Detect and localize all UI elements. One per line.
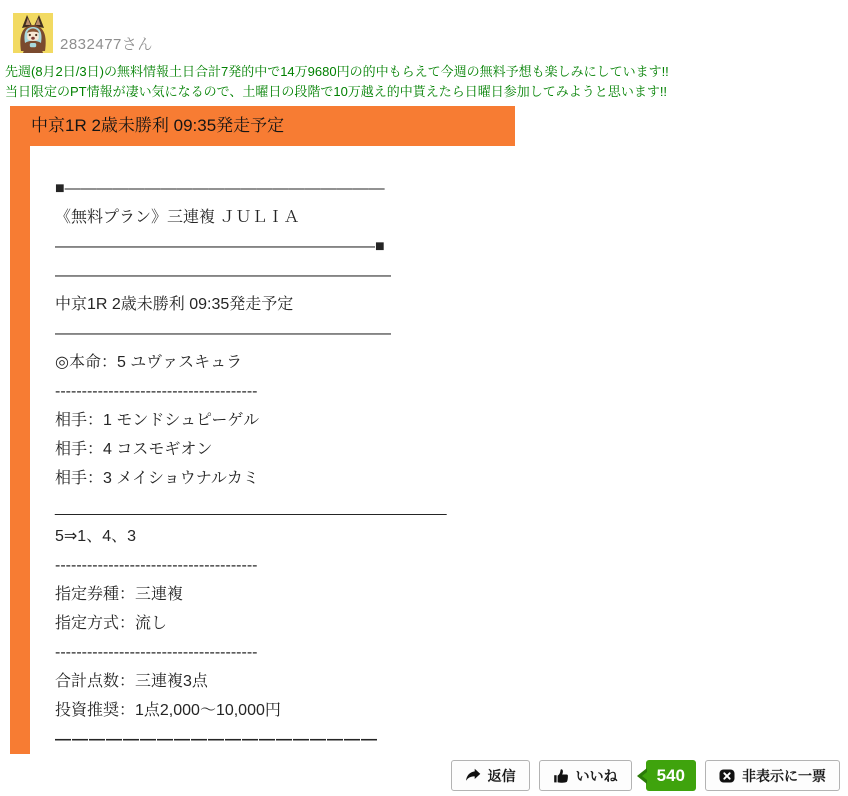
prediction-line: 相手：4 コスモギオン xyxy=(55,441,213,458)
prediction-line: ――――――――――――――――――――― xyxy=(55,267,391,284)
comment-line: 先週(8月2日/3日)の無料情報土日合計7発的中で14万9680円の的中もらえて今週の無料予想も楽しみにしています!! xyxy=(5,64,669,79)
prediction-line: ____________________________________________ xyxy=(55,499,447,516)
action-bar xyxy=(451,760,840,791)
prediction-line: 相手：1 モンドシュピーゲル xyxy=(55,412,260,429)
comment-line: 当日限定のPT情報が凄い気になるので、土曜日の段階で10万越え的中貰えたら日曜日参加してみようと思います!! xyxy=(5,84,668,99)
reply-arrow-icon xyxy=(465,768,481,784)
hide-vote-button[interactable] xyxy=(705,760,840,791)
reply-label: 返信 xyxy=(487,767,516,784)
prediction-line: ――――――――――――――――――――― xyxy=(55,325,391,342)
race-header: 中京1R 2歳未勝利 09:35発走予定 xyxy=(10,106,515,146)
username: 2832477さん xyxy=(60,36,153,53)
prediction-line: -------------------------------------- xyxy=(55,383,258,400)
prediction-body xyxy=(10,146,515,754)
prediction-line: 《無料プラン》三連複 ＪＵＬＩＡ xyxy=(55,209,300,226)
prediction-lines xyxy=(55,174,505,754)
prediction-quote-block xyxy=(10,106,515,754)
like-count-badge: 540 xyxy=(646,760,696,791)
prediction-line: ――――――――――――――――――――■ xyxy=(55,238,385,255)
comment-text xyxy=(5,62,835,102)
prediction-line: 合計点数：三連複3点 xyxy=(55,673,208,690)
prediction-line: ■―――――――――――――――――――― xyxy=(55,180,385,197)
prediction-line: 中京1R 2歳未勝利 09:35発走予定 xyxy=(55,296,294,313)
prediction-line: 指定方式：流し xyxy=(55,615,168,632)
like-label: いいね xyxy=(575,767,618,784)
hide-vote-label: 非表示に一票 xyxy=(742,767,826,784)
prediction-line: 相手：3 メイショウナルカミ xyxy=(55,470,259,487)
dismiss-x-icon xyxy=(719,768,735,784)
prediction-line: -------------------------------------- xyxy=(55,557,258,574)
prediction-line: 指定券種：三連複 xyxy=(55,586,184,603)
avatar[interactable] xyxy=(13,13,53,53)
reply-button[interactable] xyxy=(451,760,530,791)
prediction-line: -------------------------------------- xyxy=(55,644,258,661)
thumbs-up-icon xyxy=(553,768,569,784)
prediction-line: 投資推奨：1点2,000～10,000円 xyxy=(55,702,281,719)
prediction-line: ――――――――――――――――――― xyxy=(55,731,378,748)
avatar-pixel-character xyxy=(13,13,53,53)
prediction-line: ◎本命：5 ユヴァスキュラ xyxy=(55,354,243,371)
like-button[interactable] xyxy=(539,760,632,791)
prediction-line: 5⇒1、4、3 xyxy=(55,528,137,545)
